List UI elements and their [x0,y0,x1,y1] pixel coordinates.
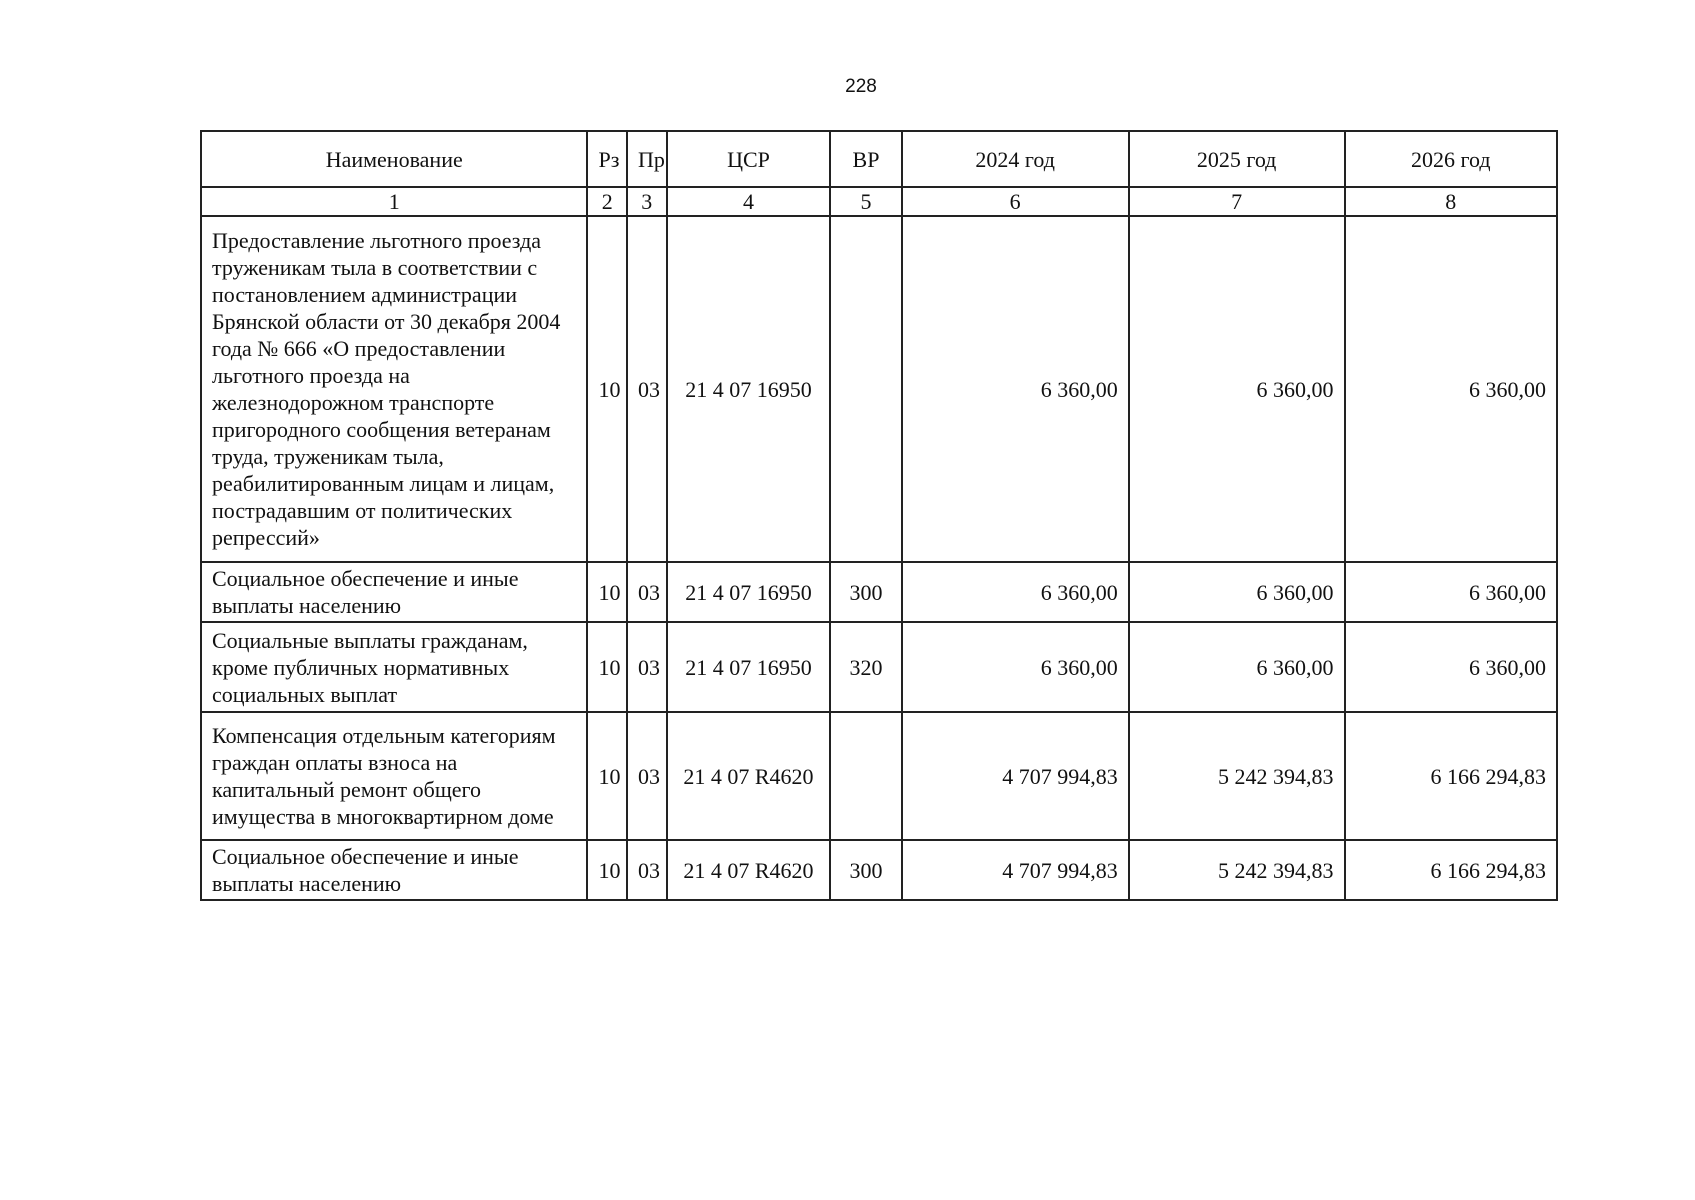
row-2024: 4 707 994,83 [902,712,1129,840]
table-row [201,712,1557,840]
row-pr: 03 [627,712,667,840]
row-pr: 03 [627,622,667,712]
row-2026: 6 166 294,83 [1345,840,1557,900]
column-number: 8 [1345,187,1557,216]
row-rz: 10 [587,712,627,840]
row-2026: 6 166 294,83 [1345,712,1557,840]
row-name: Социальное обеспечение и иные выплаты населению [201,562,587,622]
row-2025: 6 360,00 [1129,216,1345,562]
column-number: 5 [830,187,901,216]
header-2024: 2024 год [902,131,1129,187]
table-row [201,622,1557,712]
row-vr [830,712,901,840]
row-2025: 6 360,00 [1129,562,1345,622]
row-2026: 6 360,00 [1345,216,1557,562]
table-row [201,216,1557,562]
row-name: Социальное обеспечение и иные выплаты населению [201,840,587,900]
header-csr: ЦСР [667,131,831,187]
row-csr: 21 4 07 R4620 [667,840,831,900]
row-2024: 4 707 994,83 [902,840,1129,900]
column-number: 7 [1129,187,1345,216]
header-pr: Пр [627,131,667,187]
header-vr: ВР [830,131,901,187]
header-2026: 2026 год [1345,131,1557,187]
row-2024: 6 360,00 [902,622,1129,712]
row-2024: 6 360,00 [902,562,1129,622]
row-rz: 10 [587,216,627,562]
header-rz: Рз [587,131,627,187]
row-csr: 21 4 07 16950 [667,562,831,622]
column-number: 2 [587,187,627,216]
column-number: 1 [201,187,587,216]
row-vr [830,216,901,562]
header-2025: 2025 год [1129,131,1345,187]
row-vr: 320 [830,622,901,712]
row-2026: 6 360,00 [1345,562,1557,622]
row-rz: 10 [587,562,627,622]
table-header-row [201,131,1557,187]
row-2025: 5 242 394,83 [1129,840,1345,900]
row-csr: 21 4 07 16950 [667,216,831,562]
row-2026: 6 360,00 [1345,622,1557,712]
row-name: Социальные выплаты гражданам, кроме публичных нормативных социальных выплат [201,622,587,712]
table-row [201,840,1557,900]
row-name: Предоставление льготного проезда труженикам тыла в соответствии с постановлением администрации Брянской области от 30 декабря 2004 года № 666 «О предоставлении льготного проезда на железнодорожном транспорте пригородного сообщения ветеранам труда, труженикам тыла, реабилитированным лицам и лицам, пострадавшим от политических репрессий» [201,216,587,562]
row-vr: 300 [830,840,901,900]
page-number: 228 [845,76,877,97]
row-pr: 03 [627,216,667,562]
column-number: 6 [902,187,1129,216]
row-csr: 21 4 07 16950 [667,622,831,712]
row-2025: 6 360,00 [1129,622,1345,712]
row-rz: 10 [587,840,627,900]
row-pr: 03 [627,562,667,622]
row-rz: 10 [587,622,627,712]
column-number: 3 [627,187,667,216]
table-row [201,562,1557,622]
header-name: Наименование [201,131,587,187]
row-vr: 300 [830,562,901,622]
row-pr: 03 [627,840,667,900]
row-2024: 6 360,00 [902,216,1129,562]
budget-table [200,130,1558,901]
row-2025: 5 242 394,83 [1129,712,1345,840]
column-number: 4 [667,187,831,216]
row-name: Компенсация отдельным категориям граждан оплаты взноса на капитальный ремонт общего имущества в многоквартирном доме [201,712,587,840]
row-csr: 21 4 07 R4620 [667,712,831,840]
column-number-row [201,187,1557,216]
